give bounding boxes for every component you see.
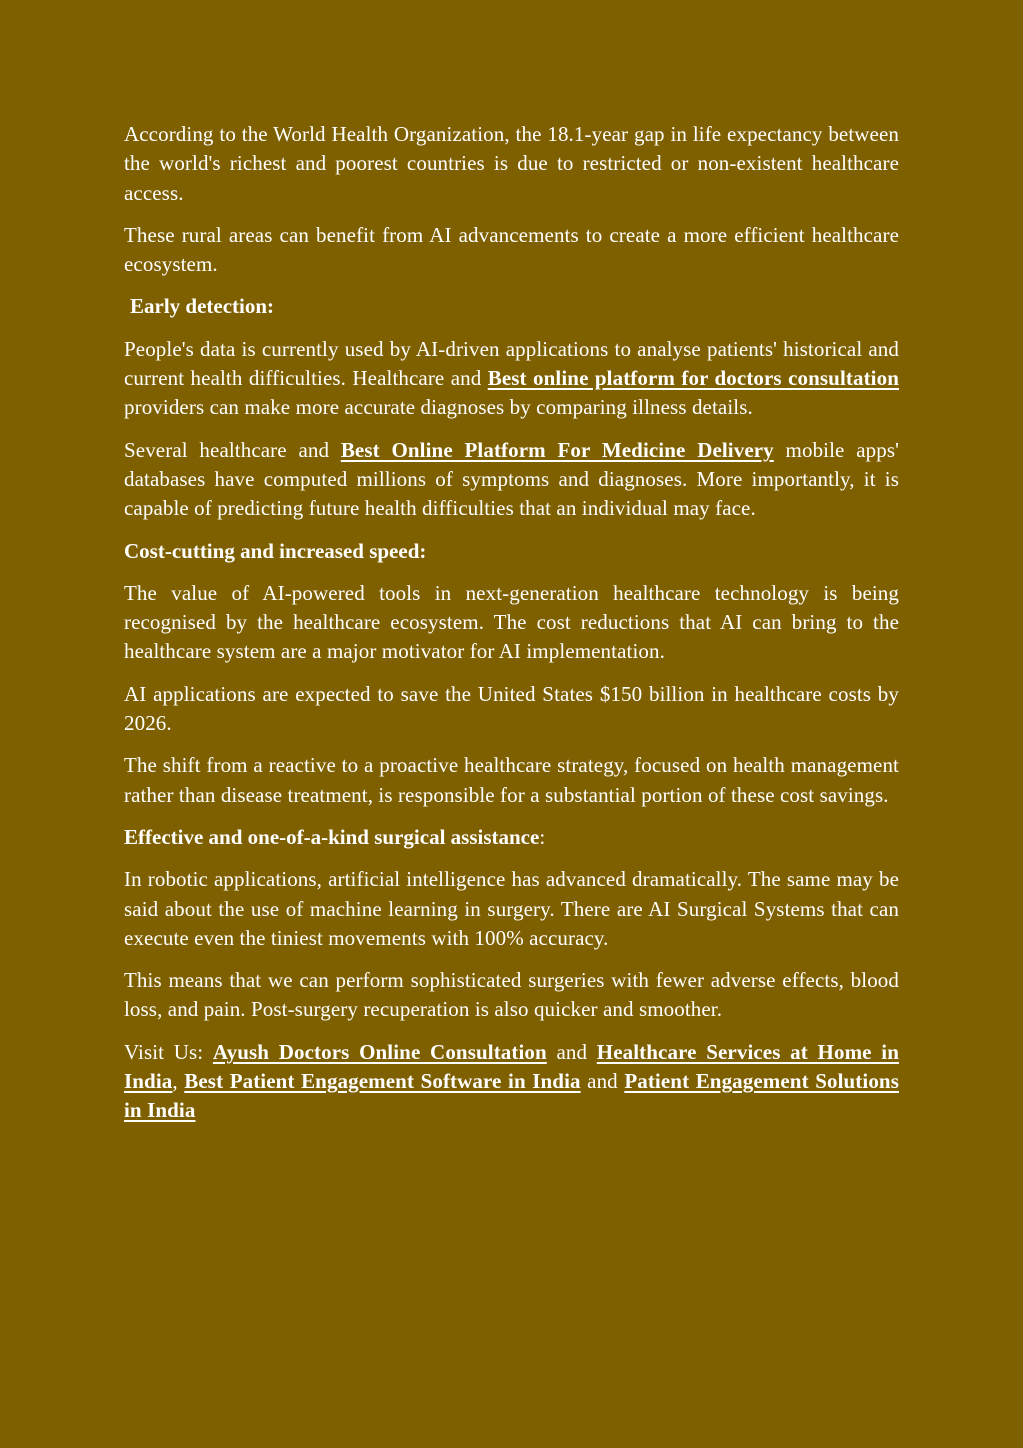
heading-surgical-assistance-colon: : bbox=[539, 824, 546, 849]
paragraph-who-life-expectancy: According to the World Health Organization, the 18.1-year gap in life expectancy between the world's richest and poorest countries is due to restricted or non-existent healthcare access. bbox=[124, 122, 899, 205]
paragraph-ai-data-text-b: providers can make more accurate diagnoses by comparing illness details. bbox=[124, 395, 753, 420]
link-healthcare-at-home[interactable]: Healthcare Services at Home in India bbox=[124, 1039, 899, 1094]
link-patient-engagement-solutions[interactable]: Patient Engagement Solutions in India bbox=[124, 1069, 899, 1123]
paragraph-surgery-benefits: This means that we can perform sophisticated surgeries with fewer adverse effects, blood loss, and pain. Post-surgery recuperation is also quicker and smoother. bbox=[124, 968, 899, 1022]
visit-us-links bbox=[124, 1038, 899, 1126]
visit-us-and-2: and bbox=[580, 1069, 625, 1094]
paragraph-robotic-applications: In robotic applications, artificial intelligence has advanced dramatically. The same may be said about the use of machine learning in surgery. There are AI Surgical Systems that can execute even the tiniest movements with 100% accuracy. bbox=[124, 867, 899, 950]
heading-surgical-assistance bbox=[124, 823, 899, 852]
link-ayush-doctors[interactable]: Ayush Doctors Online Consultation bbox=[212, 1039, 547, 1064]
paragraph-medicine-delivery-text-b: mobile apps' databases have computed millions of symptoms and diagnoses. More importantly, it is capable of predicting future health difficulties that an individual may face. bbox=[124, 437, 900, 521]
link-patient-engagement-software[interactable]: Best Patient Engagement Software in India bbox=[184, 1069, 581, 1094]
paragraph-cost-savings: AI applications are expected to save the United States $150 billion in healthcare costs by 2026. bbox=[124, 681, 899, 736]
heading-cost-cutting: Cost-cutting and increased speed: bbox=[124, 538, 427, 563]
link-doctors-consultation[interactable]: Best online platform for doctors consultation bbox=[487, 366, 899, 391]
paragraph-rural-areas: These rural areas can benefit from AI advancements to create a more efficient healthcare ecosystem. bbox=[124, 222, 899, 277]
heading-early-detection: Early detection: bbox=[130, 294, 275, 319]
visit-us-and-1: and bbox=[546, 1039, 597, 1064]
link-medicine-delivery[interactable]: Best Online Platform For Medicine Delivery bbox=[340, 437, 774, 462]
paragraph-medicine-delivery-text-a: Several healthcare and bbox=[124, 437, 341, 462]
visit-us-prefix: Visit Us: bbox=[124, 1039, 213, 1064]
paragraph-medicine-delivery bbox=[124, 436, 899, 524]
paragraph-proactive-shift: The shift from a reactive to a proactive healthcare strategy, focused on health management rather than disease treatment, is responsible for a substantial portion of these cost savings. bbox=[124, 753, 899, 807]
paragraph-ai-data bbox=[124, 335, 899, 423]
heading-surgical-assistance-text: Effective and one-of-a-kind surgical assistance bbox=[124, 824, 540, 849]
paragraph-ai-data-text-a: People's data is currently used by AI-driven applications to analyse patients' historical and current health difficulties. Healthcare and bbox=[124, 336, 899, 391]
visit-us-comma: , bbox=[172, 1069, 185, 1094]
paragraph-ai-tools-value: The value of AI-powered tools in next-generation healthcare technology is being recognised by the healthcare ecosystem. The cost reductions that AI can bring to the healthcare system are a major motivator for AI implementation. bbox=[124, 580, 899, 664]
